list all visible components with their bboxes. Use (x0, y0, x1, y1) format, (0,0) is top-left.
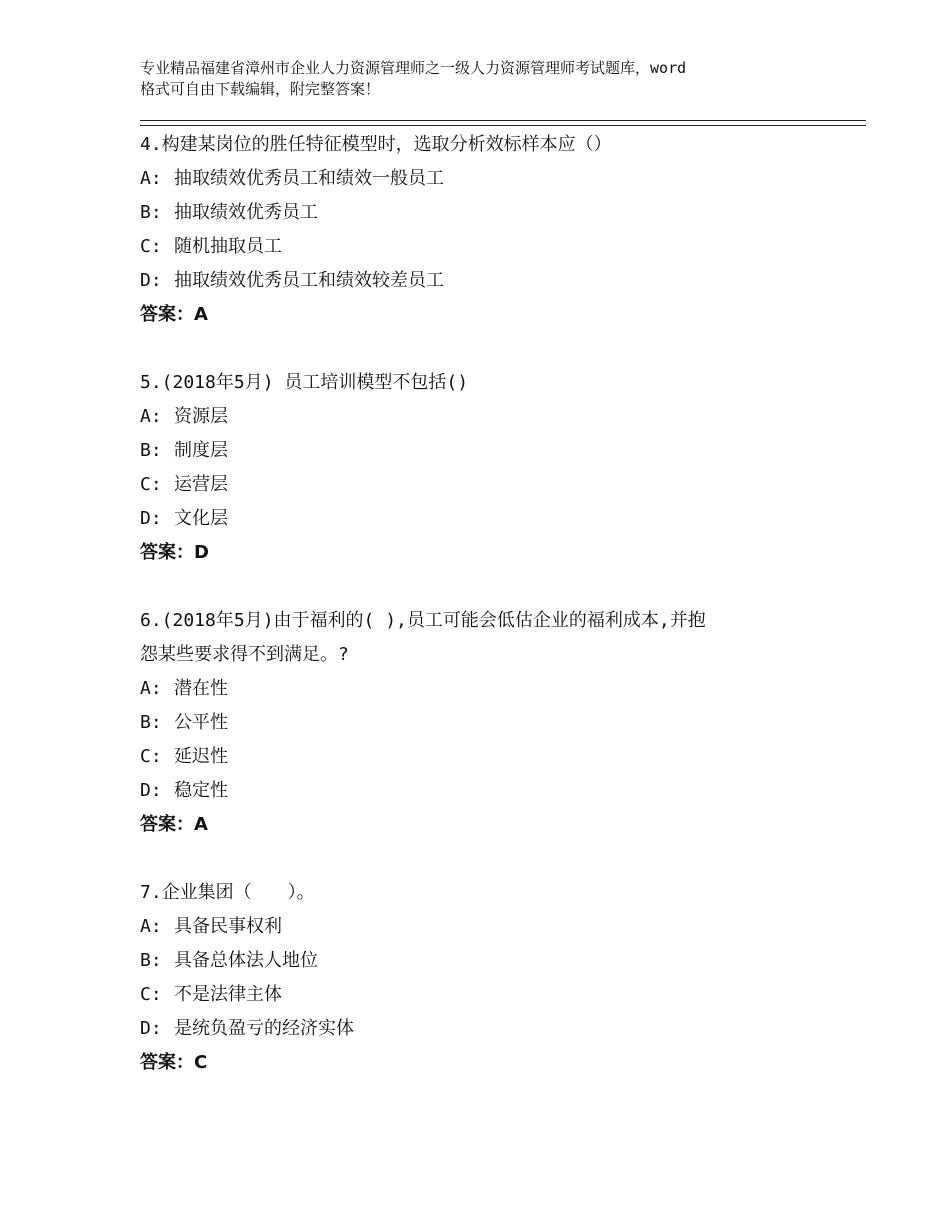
option-c: C: 延迟性 (140, 746, 228, 767)
option-a: A: 抽取绩效优秀员工和绩效一般员工 (140, 168, 444, 189)
answer: 答案：A (140, 304, 208, 325)
document-header (140, 58, 840, 100)
option-b: B: 抽取绩效优秀员工 (140, 202, 318, 223)
question-list (140, 128, 820, 1114)
option-a: A: 资源层 (140, 406, 228, 427)
option-c: C: 不是法律主体 (140, 984, 282, 1005)
option-d: D: 文化层 (140, 508, 228, 529)
question-6 (140, 604, 820, 842)
question-4 (140, 128, 820, 332)
option-a: A: 潜在性 (140, 678, 228, 699)
question-stem: 5.(2018年5月) 员工培训模型不包括() (140, 372, 469, 393)
answer: 答案：A (140, 814, 208, 835)
question-stem: 4.构建某岗位的胜任特征模型时，选取分析效标样本应（） (140, 134, 612, 155)
option-b: B: 制度层 (140, 440, 228, 461)
question-stem-continued: 怨某些要求得不到满足。? (140, 644, 349, 665)
option-a: A: 具备民事权利 (140, 916, 282, 937)
option-d: D: 稳定性 (140, 780, 228, 801)
answer: 答案：D (140, 542, 209, 563)
option-d: D: 是统负盈亏的经济实体 (140, 1018, 354, 1039)
option-c: C: 运营层 (140, 474, 228, 495)
option-d: D: 抽取绩效优秀员工和绩效较差员工 (140, 270, 444, 291)
question-7 (140, 876, 820, 1080)
header-line-1: 专业精品福建省漳州市企业人力资源管理师之一级人力资源管理师考试题库，word (140, 59, 687, 77)
header-line-2: 格式可自由下载编辑，附完整答案！ (140, 80, 381, 98)
header-divider (140, 120, 866, 126)
question-5 (140, 366, 820, 570)
option-b: B: 具备总体法人地位 (140, 950, 318, 971)
answer: 答案：C (140, 1052, 208, 1073)
question-stem: 6.(2018年5月)由于福利的( ),员工可能会低估企业的福利成本,并抱 (140, 610, 706, 631)
option-b: B: 公平性 (140, 712, 228, 733)
option-c: C: 随机抽取员工 (140, 236, 282, 257)
question-stem: 7.企业集团（ ）。 (140, 882, 315, 903)
